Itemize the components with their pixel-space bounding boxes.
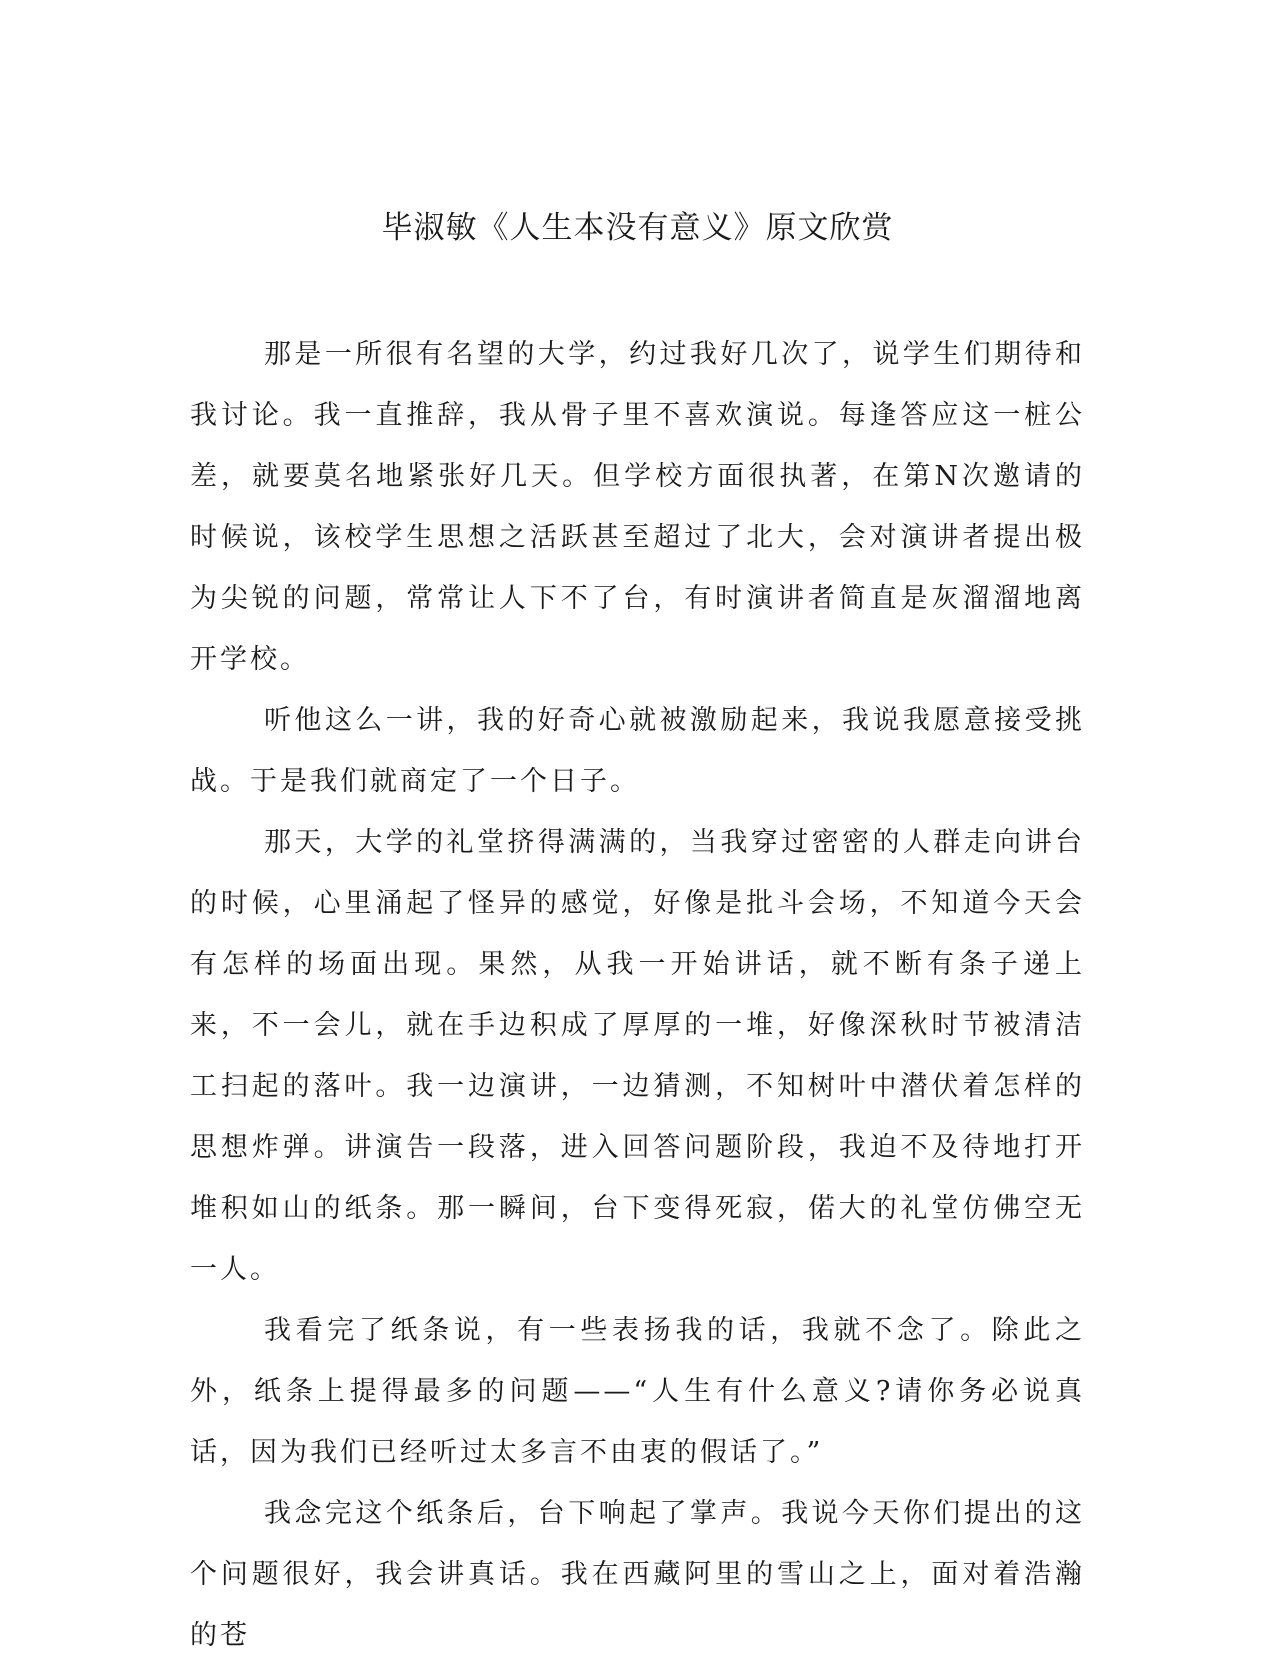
document-title: 毕淑敏《人生本没有意义》原文欣赏: [381, 210, 894, 246]
paragraph-3: 那天，大学的礼堂挤得满满的，当我穿过密密的人群走向讲台的时候，心里涌起了怪异的感觉，好像是批斗会场，不知道今天会有怎样的场面出现。果然，从我一开始讲话，就不断有条子递上来，不一会儿，就在手边积成了厚厚的一堆，好像深秋时节被清洁工扫起的落叶。我一边演讲，一边猜测，不知树叶中潜伏着怎样的思想炸弹。讲演告一段落，进入回答问题阶段，我迫不及待地打开堆积如山的纸条。那一瞬间，台下变得死寂，偌大的礼堂仿佛空无一人。: [190, 827, 1085, 1285]
document-body: [190, 324, 1085, 1666]
paragraph-1: 那是一所很有名望的大学，约过我好几次了，说学生们期待和我讨论。我一直推辞，我从骨子里不喜欢演说。每逢答应这一桩公差，就要莫名地紧张好几天。但学校方面很执著，在第N次邀请的时候说，该校学生思想之活跃甚至超过了北大，会对演讲者提出极为尖锐的问题，常常让人下不了台，有时演讲者简直是灰溜溜地离开学校。: [190, 339, 1085, 675]
paragraph-4: 我看完了纸条说，有一些表扬我的话，我就不念了。除此之外，纸条上提得最多的问题——“人生有什么意义?请你务必说真话，因为我们已经听过太多言不由衷的假话了。”: [190, 1315, 1085, 1468]
paragraph-5: 我念完这个纸条后，台下响起了掌声。我说今天你们提出的这个问题很好，我会讲真话。我在西藏阿里的雪山之上，面对着浩瀚的苍: [190, 1498, 1085, 1651]
paragraph-2: 听他这么一讲，我的好奇心就被激励起来，我说我愿意接受挑战。于是我们就商定了一个日子。: [190, 705, 1085, 797]
